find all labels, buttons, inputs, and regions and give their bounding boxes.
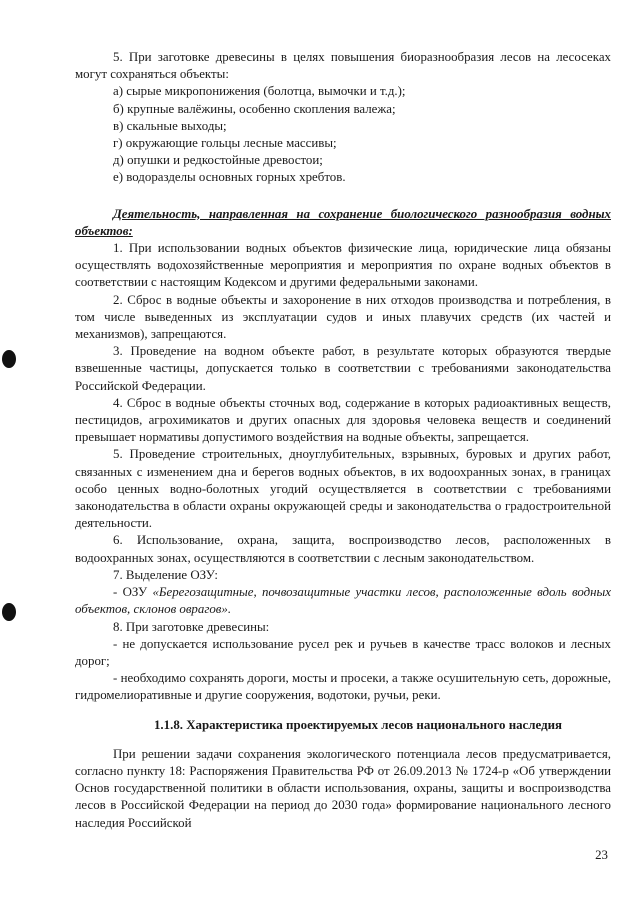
water-section-heading: Деятельность, направленная на сохранение биологического разнообразия водных объектов: xyxy=(75,206,611,238)
paragraph-w1: 1. При использовании водных объектов физические лица, юридические лица обязаны осуществлять водохозяйственные мероприятия и мероприятия по охране водных объектов в соответствии с настоящим Кодексом и другими федеральными законами. xyxy=(75,241,611,290)
list-biodiversity-objects xyxy=(75,83,611,186)
paragraph-w8-item-1: - не допускается использование русел рек и ручьев в качестве трасс волоков и лесных дорог; xyxy=(75,636,611,668)
paragraph-w7: 7. Выделение ОЗУ: xyxy=(113,567,218,582)
ozu-name: «Берегозащитные, почвозащитные участки лесов, расположенные вдоль водных объектов, склонов оврагов». xyxy=(75,585,612,617)
binder-hole xyxy=(2,350,16,368)
paragraph-w4: 4. Сброс в водные объекты сточных вод, содержание в которых радиоактивных веществ, пестицидов, агрохимикатов и других опасных для здоровья человека веществ и соединений превышает нормативы допустимого воздействия на водные объекты, запрещается. xyxy=(75,395,611,445)
paragraph-w2: 2. Сброс в водные объекты и захоронение в них отходов производства и потребления, в том числе выведенных из эксплуатации судов и иных плавучих средств (их частей и механизмов), запрещаются. xyxy=(75,292,611,342)
binder-hole xyxy=(2,603,16,621)
ozu-prefix: - ОЗУ xyxy=(113,585,153,600)
page-number: 23 xyxy=(595,848,608,862)
list-item: а) сырые микропонижения (болотца, вымочки и т.д.); xyxy=(113,84,406,99)
list-item: г) окружающие гольцы лесные массивы; xyxy=(113,136,337,151)
list-item: б) крупные валёжины, особенно скопления валежа; xyxy=(113,101,396,116)
section-heading: 1.1.8. Характеристика проектируемых лесов национального наследия xyxy=(153,717,562,732)
list-item: е) водоразделы основных горных хребтов. xyxy=(113,170,346,185)
paragraph-w3: 3. Проведение на водном объекте работ, в результате которых образуются твердые взвешенные частицы, допускается только в соответствии с требованиями законодательства Российской Федерации. xyxy=(75,344,611,393)
paragraph-w5: 5. Проведение строительных, дноуглубительных, взрывных, буровых и других работ, связанных с изменением дна и берегов водных объектов, в их водоохранных зонах, в границах особо ценных водно-болотных угодий осуществляется в соответствии с требованиями законодательства в области охраны окружающей среды и законодательства о градостроительной деятельности. xyxy=(75,447,611,531)
paragraph-national-heritage: При решении задачи сохранения экологического потенциала лесов предусматривается, согласно пункту 18: Распоряжения Правительства РФ от 26.09.2013 № 1724-р «Об утверждении Основ государственной политики в области использования, охраны, защиты и воспроизводства лесов в Российской Федерации на период до 2030 года» формирование национального лесного наследия Российской xyxy=(75,746,611,830)
page-body xyxy=(75,49,611,832)
paragraph-w7-item xyxy=(75,584,611,618)
list-item: д) опушки и редкостойные древостои; xyxy=(113,153,323,168)
paragraph-w6: 6. Использование, охрана, защита, воспроизводство лесов, расположенных в водоохранных зонах, осуществляются в соответствии с лесным законодательством. xyxy=(75,533,611,565)
paragraph-5: 5. При заготовке древесины в целях повышения биоразнообразия лесов на лесосеках могут сохраняться объекты: xyxy=(75,50,611,82)
list-item: в) скальные выходы; xyxy=(113,118,227,133)
paragraph-w8-item-2: - необходимо сохранять дороги, мосты и просеки, а также осушительную сеть, дорожные, гидромелиоративные и другие сооружения, водотоки, ручьи, реки. xyxy=(75,671,611,703)
paragraph-w8: 8. При заготовке древесины: xyxy=(113,619,270,634)
